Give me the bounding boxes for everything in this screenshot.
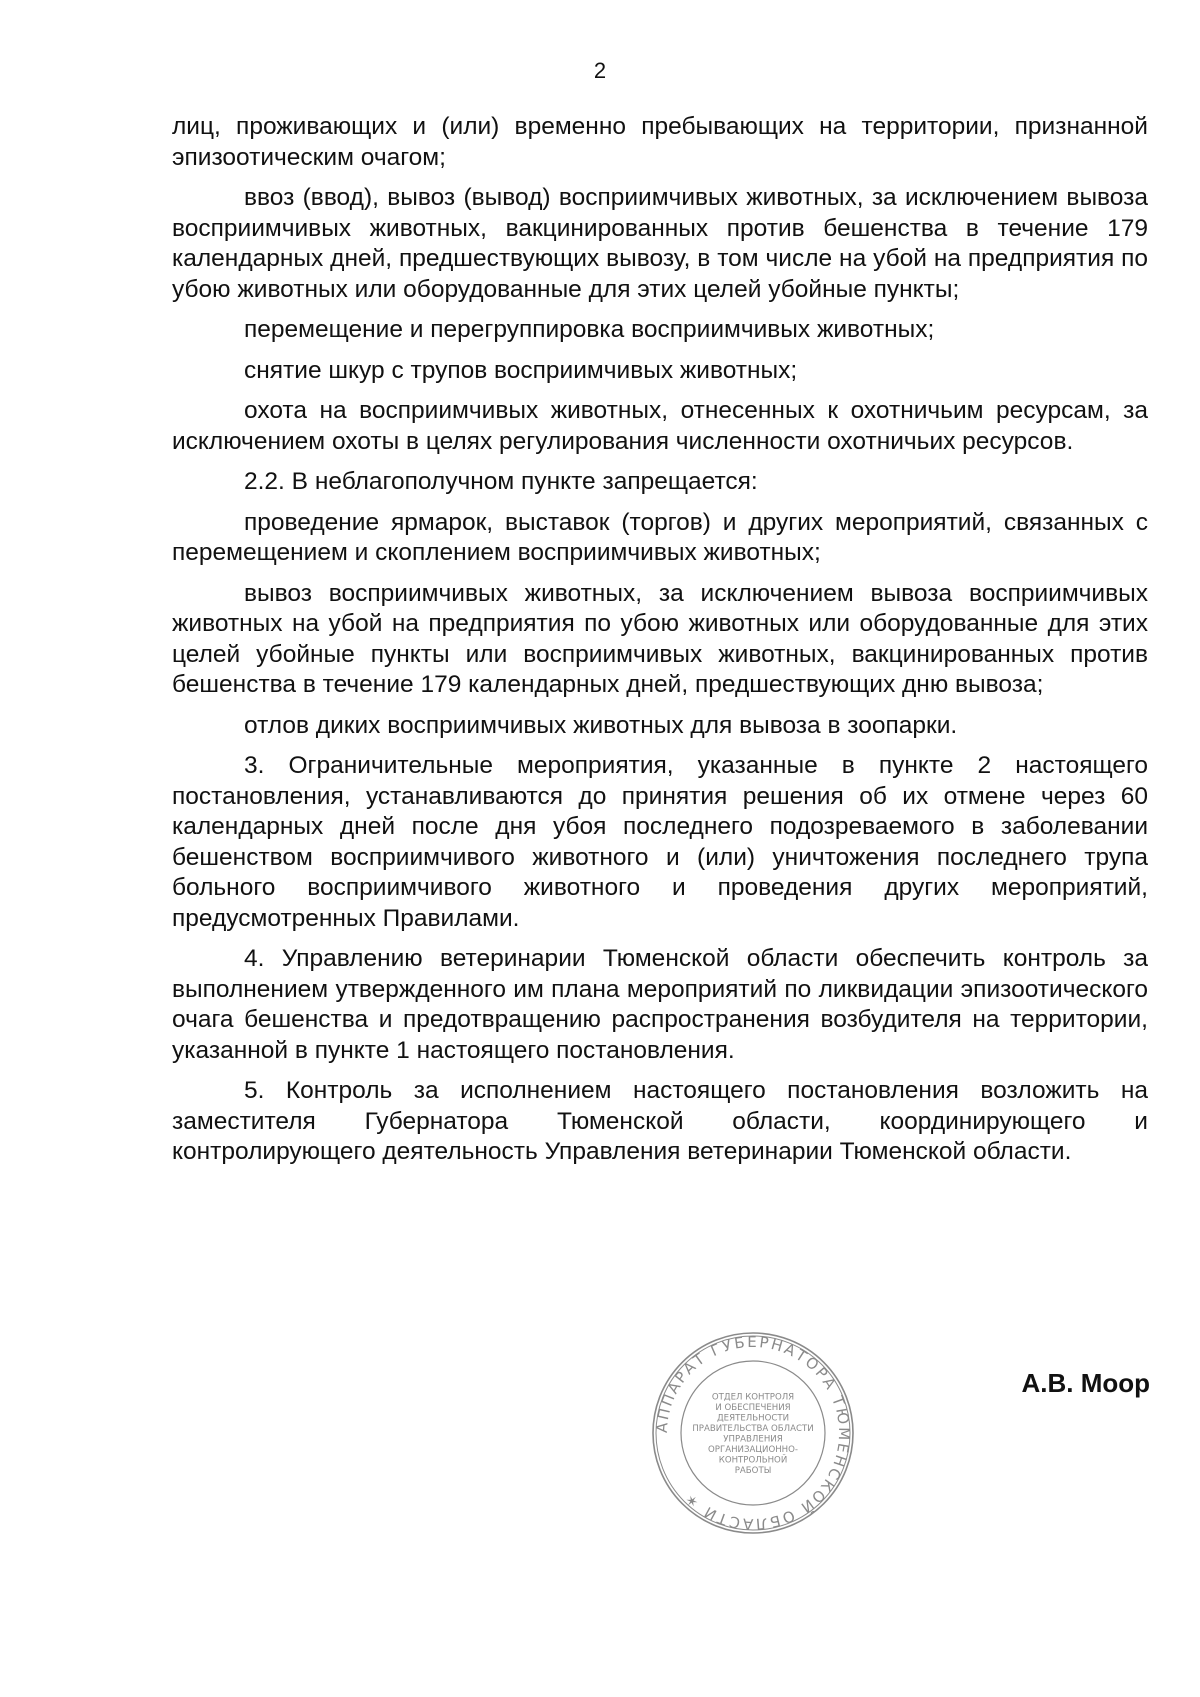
paragraph-hunting: охота на восприимчивых животных, отнесенных к охотничьим ресурсам, за исключением охоты в целях регулирования численности охотничьих ресурсов.: [172, 397, 1148, 455]
paragraph-skinning: снятие шкур с трупов восприимчивых животных;: [244, 356, 798, 384]
stamp-inner-line: ДЕЯТЕЛЬНОСТИ: [716, 1413, 790, 1424]
paragraph-5: 5. Контроль за исполнением настоящего постановления возложить на заместителя Губернатора Тюменской области, координирующего и контролирующего деятельность Управления ветеринарии Тюменской области.: [172, 1077, 1148, 1165]
stamp-inner-line: И ОБЕСПЕЧЕНИЯ: [715, 1402, 791, 1413]
paragraph-fairs: проведение ярмарок, выставок (торгов) и других мероприятий, связанных с перемещением и скоплением восприимчивых животных;: [172, 508, 1148, 566]
stamp-seal-icon: [650, 1330, 856, 1536]
stamp-inner-line: УПРАВЛЕНИЯ: [723, 1434, 783, 1445]
page-number: 2: [593, 58, 607, 83]
stamp-inner-line: КОНТРОЛЬНОЙ: [718, 1455, 788, 1466]
stamp-inner-text: [692, 1392, 813, 1476]
paragraph-relocation: перемещение и перегруппировка восприимчивых животных;: [244, 316, 935, 343]
paragraph-continuation: лиц, проживающих и (или) временно пребывающих на территории, признанной эпизоотическим очагом;: [172, 113, 1148, 171]
stamp-inner-line: ОТДЕЛ КОНТРОЛЯ: [711, 1392, 795, 1403]
stamp-inner-line: ОРГАНИЗАЦИОННО-: [708, 1444, 798, 1455]
paragraph-3: 3. Ограничительные мероприятия, указанные в пункте 2 настоящего постановления, устанавливаются до принятия решения об их отмене через 60 календарных дней после дня убоя последнего подозреваемого в заболевании бешенством восприимчивого животного и (или) уничтожения последнего трупа больного восприимчивого животного и проведения других мероприятий, предусмотренных Правилами.: [172, 752, 1148, 932]
paragraph-export: вывоз восприимчивых животных, за исключением вывоза восприимчивых животных на убой на предприятия по убою животных или оборудованные для этих целей убойные пункты или восприимчивых животных, вакцинированных против бешенства в течение 179 календарных дней, предшествующих дню вывоза;: [172, 579, 1148, 698]
stamp-outer-text: АППАРАТ ГУБЕРНАТОРА ТЮМЕНСКОЙ ОБЛАСТИ ✶: [652, 1332, 854, 1534]
paragraph-4: 4. Управлению ветеринарии Тюменской области обеспечить контроль за выполнением утвержденного им плана мероприятий по ликвидации эпизоотического очага бешенства и предотвращению распространения возбудителя на территории, указанной в пункте 1 настоящего постановления.: [172, 945, 1148, 1064]
stamp-inner-line: ПРАВИТЕЛЬСТВА ОБЛАСТИ: [692, 1423, 814, 1434]
stamp-inner-line: РАБОТЫ: [734, 1465, 772, 1476]
document-body: [172, 112, 1148, 1178]
paragraph-import-export: ввоз (ввод), вывоз (вывод) восприимчивых животных, за исключением вывоза восприимчивых животных, вакцинированных против бешенства в течение 179 календарных дней, предшествующих вывозу, в том числе на убой на предприятия по убою животных или оборудованные для этих целей убойные пункты;: [172, 184, 1148, 303]
signatory-name: А.В. Моор: [1021, 1368, 1150, 1398]
official-stamp: [650, 1330, 856, 1536]
paragraph-2-2-heading: 2.2. В неблагополучном пункте запрещается:: [244, 468, 758, 495]
paragraph-capture: отлов диких восприимчивых животных для вывоза в зоопарки.: [244, 711, 958, 739]
